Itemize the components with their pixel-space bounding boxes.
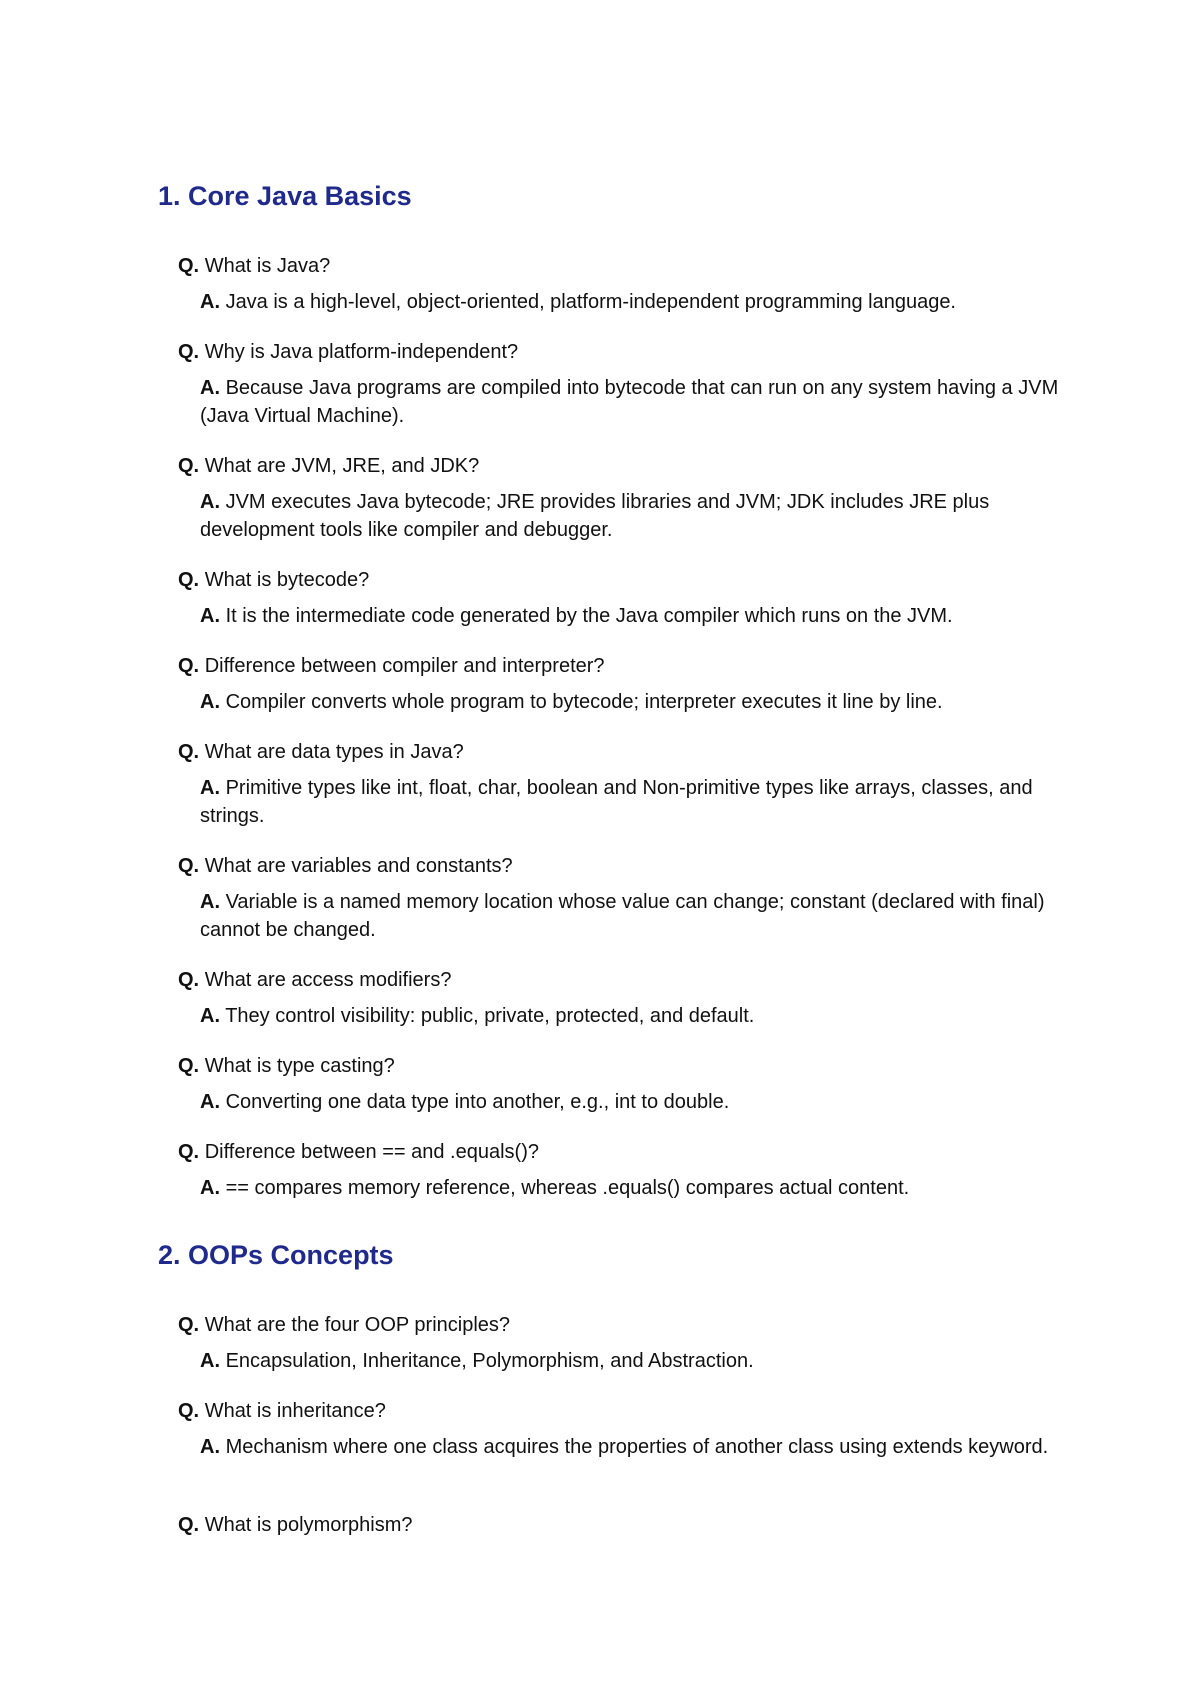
answer-text: It is the intermediate code generated by the Java compiler which runs on the JVM. <box>225 605 953 627</box>
a-marker: A. <box>200 1350 220 1372</box>
a-marker: A. <box>200 1091 220 1113</box>
question <box>178 739 464 765</box>
answer <box>200 1347 1060 1375</box>
question-text: Difference between compiler and interpreter? <box>204 655 605 677</box>
question-text: What is inheritance? <box>204 1400 386 1422</box>
a-marker: A. <box>200 491 220 513</box>
question-text: What is polymorphism? <box>204 1514 413 1536</box>
answer <box>200 1002 1060 1030</box>
question-text: Difference between == and .equals()? <box>204 1141 539 1163</box>
q-marker: Q. <box>178 455 200 477</box>
a-marker: A. <box>200 377 220 399</box>
answer-text: Compiler converts whole program to bytecode; interpreter executes it line by line. <box>225 691 943 713</box>
q-marker: Q. <box>178 855 200 877</box>
answer <box>200 888 1060 944</box>
a-marker: A. <box>200 1436 220 1458</box>
answer-text: JVM executes Java bytecode; JRE provides libraries and JVM; JDK includes JRE plus development tools like compiler and debugger. <box>200 491 990 541</box>
question <box>178 1512 413 1538</box>
a-marker: A. <box>200 1177 220 1199</box>
question <box>178 853 513 879</box>
q-marker: Q. <box>178 1514 200 1536</box>
question-text: What is Java? <box>204 255 331 277</box>
question-text: What are the four OOP principles? <box>204 1314 511 1336</box>
answer <box>200 374 1060 430</box>
answer <box>200 602 1060 630</box>
a-marker: A. <box>200 291 220 313</box>
question-text: What are data types in Java? <box>204 741 464 763</box>
section-title-core-java: 1. Core Java Basics <box>158 181 412 211</box>
answer-text: Variable is a named memory location whose value can change; constant (declared with final) cannot be changed. <box>200 891 1045 941</box>
q-marker: Q. <box>178 255 200 277</box>
answer-text: Because Java programs are compiled into bytecode that can run on any system having a JVM (Java Virtual Machine). <box>200 377 1059 427</box>
a-marker: A. <box>200 605 220 627</box>
question <box>178 1398 386 1424</box>
q-marker: Q. <box>178 1314 200 1336</box>
question <box>178 653 605 679</box>
answer-text: == compares memory reference, whereas .equals() compares actual content. <box>225 1177 910 1199</box>
answer <box>200 288 1060 316</box>
q-marker: Q. <box>178 655 200 677</box>
question <box>178 453 479 479</box>
q-marker: Q. <box>178 341 200 363</box>
answer-text: Mechanism where one class acquires the properties of another class using extends keyword. <box>225 1436 1049 1458</box>
answer <box>200 1088 1060 1116</box>
question <box>178 253 330 279</box>
a-marker: A. <box>200 691 220 713</box>
a-marker: A. <box>200 777 220 799</box>
q-marker: Q. <box>178 741 200 763</box>
q-marker: Q. <box>178 1141 200 1163</box>
question <box>178 1053 395 1079</box>
q-marker: Q. <box>178 969 200 991</box>
question-text: What is type casting? <box>204 1055 395 1077</box>
answer <box>200 774 1060 830</box>
q-marker: Q. <box>178 1055 200 1077</box>
question <box>178 339 518 365</box>
question <box>178 1312 510 1338</box>
question-text: Why is Java platform-independent? <box>204 341 519 363</box>
question-text: What are JVM, JRE, and JDK? <box>204 455 480 477</box>
answer-text: Converting one data type into another, e.g., int to double. <box>225 1091 730 1113</box>
answer-text: Primitive types like int, float, char, boolean and Non-primitive types like arrays, classes, and strings. <box>200 777 1033 827</box>
q-marker: Q. <box>178 1400 200 1422</box>
answer-text: Encapsulation, Inheritance, Polymorphism, and Abstraction. <box>225 1350 754 1372</box>
a-marker: A. <box>200 1005 220 1027</box>
answer <box>200 1174 1060 1202</box>
question <box>178 567 369 593</box>
answer <box>200 688 1060 716</box>
question-text: What is bytecode? <box>204 569 370 591</box>
q-marker: Q. <box>178 569 200 591</box>
answer <box>200 1433 1060 1461</box>
question-text: What are variables and constants? <box>204 855 513 877</box>
a-marker: A. <box>200 891 220 913</box>
section-title-oops: 2. OOPs Concepts <box>158 1240 394 1270</box>
question-text: What are access modifiers? <box>204 969 452 991</box>
answer-text: They control visibility: public, private, protected, and default. <box>225 1005 755 1027</box>
answer <box>200 488 1060 544</box>
question <box>178 967 451 993</box>
question <box>178 1139 539 1165</box>
answer-text: Java is a high-level, object-oriented, platform-independent programming language. <box>225 291 956 313</box>
